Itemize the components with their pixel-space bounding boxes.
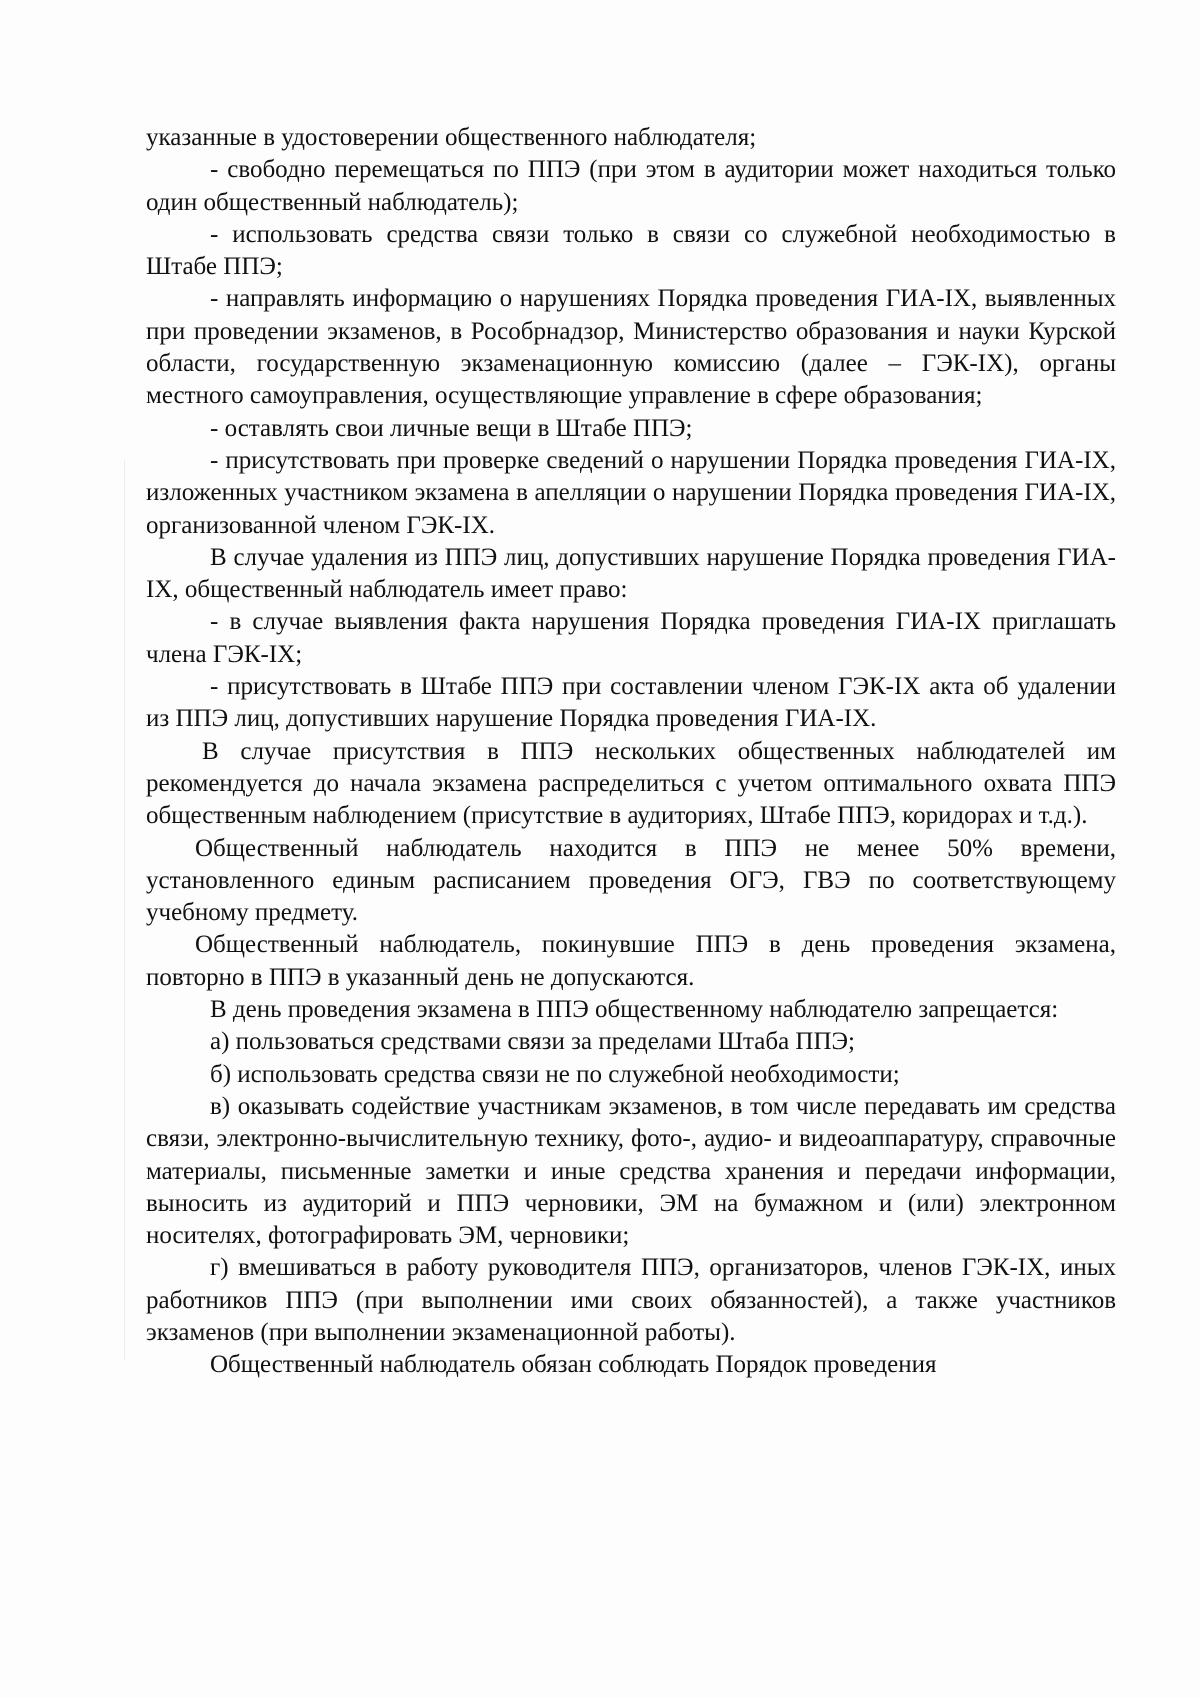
paragraph-15: б) использовать средства связи не по служебной необходимости; — [210, 1060, 900, 1088]
paragraph-1: указанные в удостоверении общественного наблюдателя; — [146, 124, 757, 151]
paragraph-11: Общественный наблюдатель находится в ППЭ не менее 50% времени, установленного единым расписанием проведения ОГЭ, ГВЭ по соответствующему учебному предмету. — [146, 834, 1116, 927]
paragraph-2: - свободно перемещаться по ППЭ (при этом в аудитории может находиться только один общественный наблюдатель); — [146, 156, 1116, 216]
paragraph-16: в) оказывать содействие участникам экзаменов, в том числе передавать им средства связи, электронно-вычислительную технику, фото-, аудио- и видеоаппаратуру, справочные материалы, письменные заметки и иные средства хранения и передачи информации, выносить из аудиторий и ППЭ черновики, ЭМ на бумажном и (или) электронном носителях, фотографировать ЭМ, черновики; — [146, 1092, 1116, 1250]
paragraph-6: - присутствовать при проверке сведений о нарушении Порядка проведения ГИА-IX, изложенных участником экзамена в апелляции о нарушении Порядка проведения ГИА-IX, организованной членом ГЭК-IX. — [146, 446, 1116, 539]
scan-artifact-line — [124, 460, 125, 1360]
paragraph-12: Общественный наблюдатель, покинувшие ППЭ в день проведения экзамена, повторно в ППЭ в указанный день не допускаются. — [146, 931, 1116, 991]
paragraph-7: В случае удаления из ППЭ лиц, допустивших нарушение Порядка проведения ГИА-IX, общественный наблюдатель имеет право: — [146, 543, 1116, 604]
paragraph-17: г) вмешиваться в работу руководителя ППЭ, организаторов, членов ГЭК-IX, иных работников ППЭ (при выполнении ими своих обязанностей), а также участников экзаменов (при выполнении экзаменационной работы). — [146, 1254, 1116, 1346]
paragraph-8: - в случае выявления факта нарушения Порядка проведения ГИА-IX приглашать члена ГЭК-IX; — [146, 608, 1116, 668]
paragraph-3: - использовать средства связи только в связи со служебной необходимостью в Штабе ППЭ; — [146, 220, 1116, 281]
paragraph-10: В случае присутствия в ППЭ нескольких общественных наблюдателей им рекомендуется до начала экзамена распределиться с учетом оптимального охвата ППЭ общественным наблюдением (присутствие в аудиториях, Штабе ППЭ, коридорах и т.д.). — [146, 737, 1116, 830]
paragraph-5: - оставлять свои личные вещи в Штабе ППЭ; — [210, 414, 693, 442]
document-body — [146, 122, 1116, 1382]
paragraph-9: - присутствовать в Штабе ППЭ при составлении членом ГЭК-IX акта об удалении из ППЭ лиц, допустивших нарушение Порядка проведения ГИА-IX. — [146, 673, 1116, 733]
paragraph-13: В день проведения экзамена в ППЭ общественному наблюдателю запрещается: — [210, 996, 1059, 1024]
paragraph-14: а) пользоваться средствами связи за пределами Штаба ППЭ; — [210, 1028, 855, 1056]
paragraph-4: - направлять информацию о нарушениях Порядка проведения ГИА-IX, выявленных при проведении экзаменов, в Рособрнадзор, Министерство образования и науки Курской области, государственную экзаменационную комиссию (далее – ГЭК-IX), органы местного самоуправления, осуществляющие управление в сфере образования; — [146, 285, 1116, 410]
paragraph-18: Общественный наблюдатель обязан соблюдать Порядок проведения — [210, 1351, 937, 1379]
